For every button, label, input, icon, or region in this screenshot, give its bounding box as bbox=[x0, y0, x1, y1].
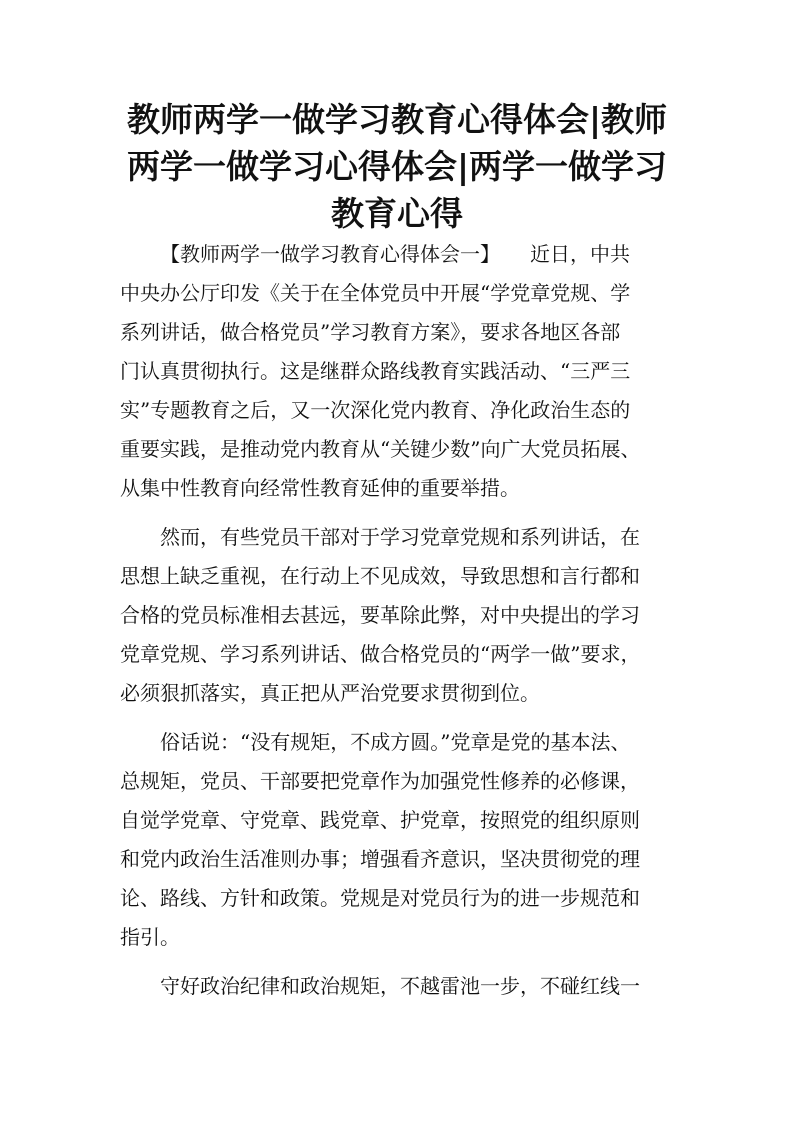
text-line: 门认真贯彻执行。这是继群众路线教育实践活动、“三严三 bbox=[120, 359, 631, 383]
text-line: 中央办公厅印发《关于在全体党员中开展“学党章党规、学 bbox=[120, 281, 631, 305]
document-title bbox=[100, 96, 694, 237]
text-line: 必须狠抓落实，真正把从严治党要求贯彻到位。 bbox=[120, 681, 540, 705]
text-line: 然而，有些党员干部对于学习党章党规和系列讲话，在 bbox=[160, 525, 640, 549]
paragraph-4 bbox=[120, 967, 680, 1006]
text-line: 俗话说：“没有规矩，不成方圆。”党章是党的基本法、 bbox=[160, 730, 631, 754]
title-line: 两学一做学习心得体会|两学一做学习 bbox=[126, 147, 668, 186]
text-line: 合格的党员标准相去甚远，要革除此弊，对中央提出的学习 bbox=[120, 603, 640, 627]
text-line: 系列讲话，做合格党员”学习教育方案》，要求各地区各部 bbox=[120, 320, 621, 344]
document-body bbox=[120, 235, 680, 1006]
text-line: 重要实践，是推动党内教育从“关键少数”向广大党员拓展、 bbox=[120, 437, 641, 461]
text-line: 守好政治纪律和政治规矩，不越雷池一步，不碰红线一 bbox=[160, 974, 640, 998]
text-line: 指引。 bbox=[120, 925, 180, 949]
text-line: 党章党规、学习系列讲话、做合格党员的“两学一做”要求， bbox=[120, 642, 641, 666]
paragraph-3 bbox=[120, 723, 680, 957]
title-line: 教育心得 bbox=[331, 194, 463, 233]
text-line: 【教师两学一做学习教育心得体会一】 近日，中共 bbox=[160, 242, 630, 266]
text-line: 论、路线、方针和政策。党规是对党员行为的进一步规范和 bbox=[120, 886, 640, 910]
paragraph-2 bbox=[120, 518, 680, 713]
text-line: 实”专题教育之后，又一次深化党内教育、净化政治生态的 bbox=[120, 398, 631, 422]
text-line: 思想上缺乏重视，在行动上不见成效，导致思想和言行都和 bbox=[120, 564, 640, 588]
text-line: 自觉学党章、守党章、践党章、护党章，按照党的组织原则 bbox=[120, 808, 640, 832]
title-line: 教师两学一做学习教育心得体会|教师 bbox=[126, 100, 668, 139]
text-line: 和党内政治生活准则办事；增强看齐意识，坚决贯彻党的理 bbox=[120, 847, 640, 871]
text-line: 总规矩，党员、干部要把党章作为加强党性修养的必修课， bbox=[120, 769, 640, 793]
paragraph-1 bbox=[120, 235, 680, 508]
text-line: 从集中性教育向经常性教育延伸的重要举措。 bbox=[120, 476, 520, 500]
